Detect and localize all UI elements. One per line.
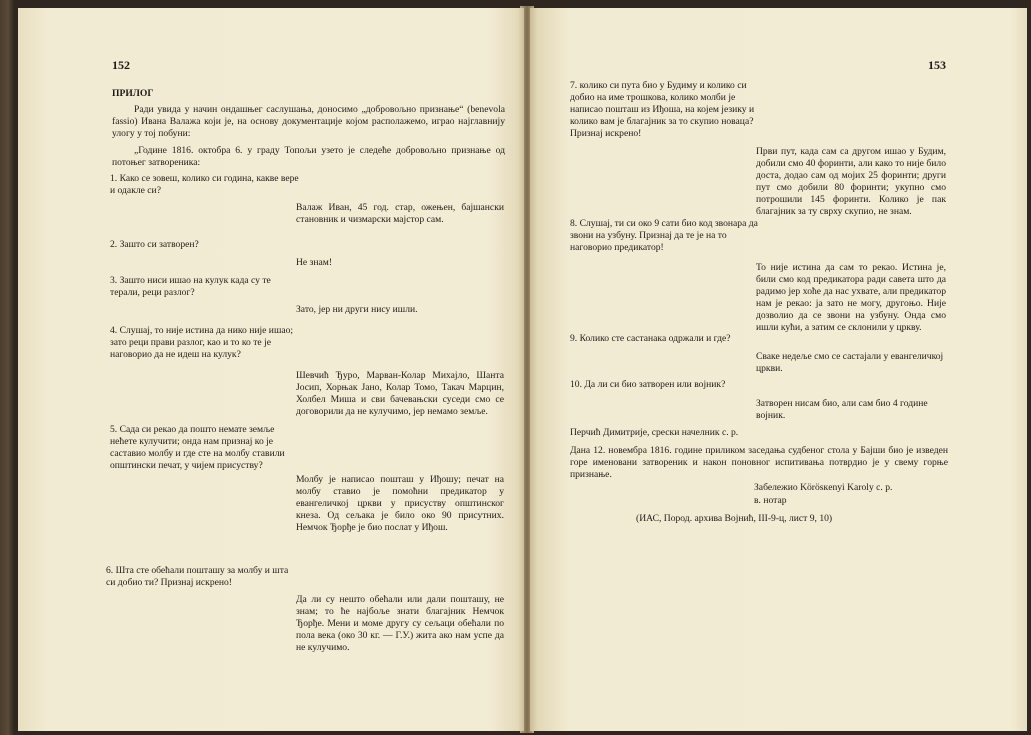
question-1: 1. Како се зовеш, колико си година, какве вере и одакле си? <box>110 173 299 197</box>
intro-paragraph: Ради увида у начин ондашњег саслушања, доносимо „добровољно признање“ (benevola fassio) Ивана Валажа који је, на основу документације којом располажемо, играо најглавнију улогу у тој побуни: <box>112 104 505 140</box>
answer-4: Шевчић Ђуро, Марван-Колар Михајло, Шанта Јосип, Хорњак Јано, Колар Томо, Такач Марцин, Холбел Миша и сви бачевањски суседи смо се договорили да не кулучимо, јер немамо земље. <box>296 370 504 418</box>
left-page <box>18 8 524 731</box>
answer-2: Не знам! <box>296 257 333 268</box>
question-10: 10. Да ли си био затворен или војник? <box>570 379 726 390</box>
question-4: 4. Слушај, то није истина да нико није ишао; зато реци прави разлог, као и то ко те је наговорио да не идеш на кулук? <box>110 325 294 361</box>
answer-6: Да ли су нешто обећали или дали пошташу, не знам; то ће најбоље знати благајник Немчок Ђорђе. Мени и моме другу су сељаци обећали по пола века (око 30 кг. — Г.У.) жита ако нам успе да не кулучимо. <box>296 594 504 654</box>
question-8: 8. Слушај, ти си око 9 сати био код звонара да звони на узбуну. Признај да те је на то наговорио предикатор! <box>570 218 758 254</box>
recorder-title: в. нотар <box>754 495 787 506</box>
closing-paragraph: Дана 12. новембра 1816. године приликом заседања судбеног стола у Бајши био је изведен горе именовани затвореник и након поновног испитивања потврдио је у свему горње признање. <box>570 445 948 481</box>
answer-5: Молбу је написао пошташ у Иђошу; печат на молбу ставио је помоћни предикатор у евангеличкој цркви у присуству општинског кнеза. Од сељака је било око 90 присутних. Немчок Ђорђе је био послат у Иђош. <box>296 474 504 534</box>
answer-8: То није истина да сам то рекао. Истина је, били смо код предикатора ради савета што да радимо јер хоће да нас ухвате, али предикатор нам је рекао: ја зато не могу, другоњо. Није дозволио да се звони на узбуну. Онда смо ишли кући, а затим се склонили у цркву. <box>756 262 946 334</box>
question-5: 5. Сада си рекао да пошто немате земље нећете кулучити; онда нам признај ко је саставио молбу и где сте на молбу ставили општински печат, у чијем присуству? <box>110 424 285 472</box>
answer-3: Зато, јер ни други нису ишли. <box>296 304 418 315</box>
answer-9: Сваке недеље смо се састајали у евангеличкој цркви. <box>756 351 944 375</box>
answer-1: Валаж Иван, 45 год. стар, ожењен, бајшански становник и чизмарски мајстор сам. <box>296 202 504 226</box>
page-number: 153 <box>928 58 946 72</box>
page-number: 152 <box>112 58 130 72</box>
question-3: 3. Зашто ниси ишао на кулук када су те терали, реци разлог? <box>110 275 271 299</box>
question-7: 7. колико си пута био у Будиму и колико си добио на име трошкова, колико молби је написао пошташ из Иђоша, на којем језику и колико вам је благајник за то скупио новаца? Признај искрено! <box>570 80 755 140</box>
archive-source: (ИАС, Пород. архива Војнић, III-9-ц, лист 9, 10) <box>636 513 833 524</box>
question-9: 9. Колико сте састанака одржали и где? <box>570 333 731 344</box>
question-6: 6. Шта сте обећали пошташу за молбу и шта си добио ти? Признај искрено! <box>106 565 289 589</box>
chief-signature: Перчић Димитрије, срески начелник с. р. <box>570 427 739 438</box>
appendix-heading: ПРИЛОГ <box>112 88 154 99</box>
recorder-signature: Забележио Körösкenyi Karoly с. р. <box>754 482 893 493</box>
right-page <box>530 8 1027 731</box>
answer-10: Затворен нисам био, али сам био 4 године војник. <box>756 398 928 422</box>
question-2: 2. Зашто си затворен? <box>110 239 199 250</box>
opening-paragraph: „Године 1816. октобра 6. у граду Топољи узето је следеће добровољно признање од потоњег затвореника: <box>112 145 505 169</box>
answer-7: Први пут, када сам са другом ишао у Будим, добили смо 40 форинти, али како то није било доста, додао сам од мојих 25 форинти; други пут смо добили 80 форинти; укупно смо потрошили 145 форинти. Колико је пак благајник за ту сврху скупио, не знам. <box>756 146 946 218</box>
